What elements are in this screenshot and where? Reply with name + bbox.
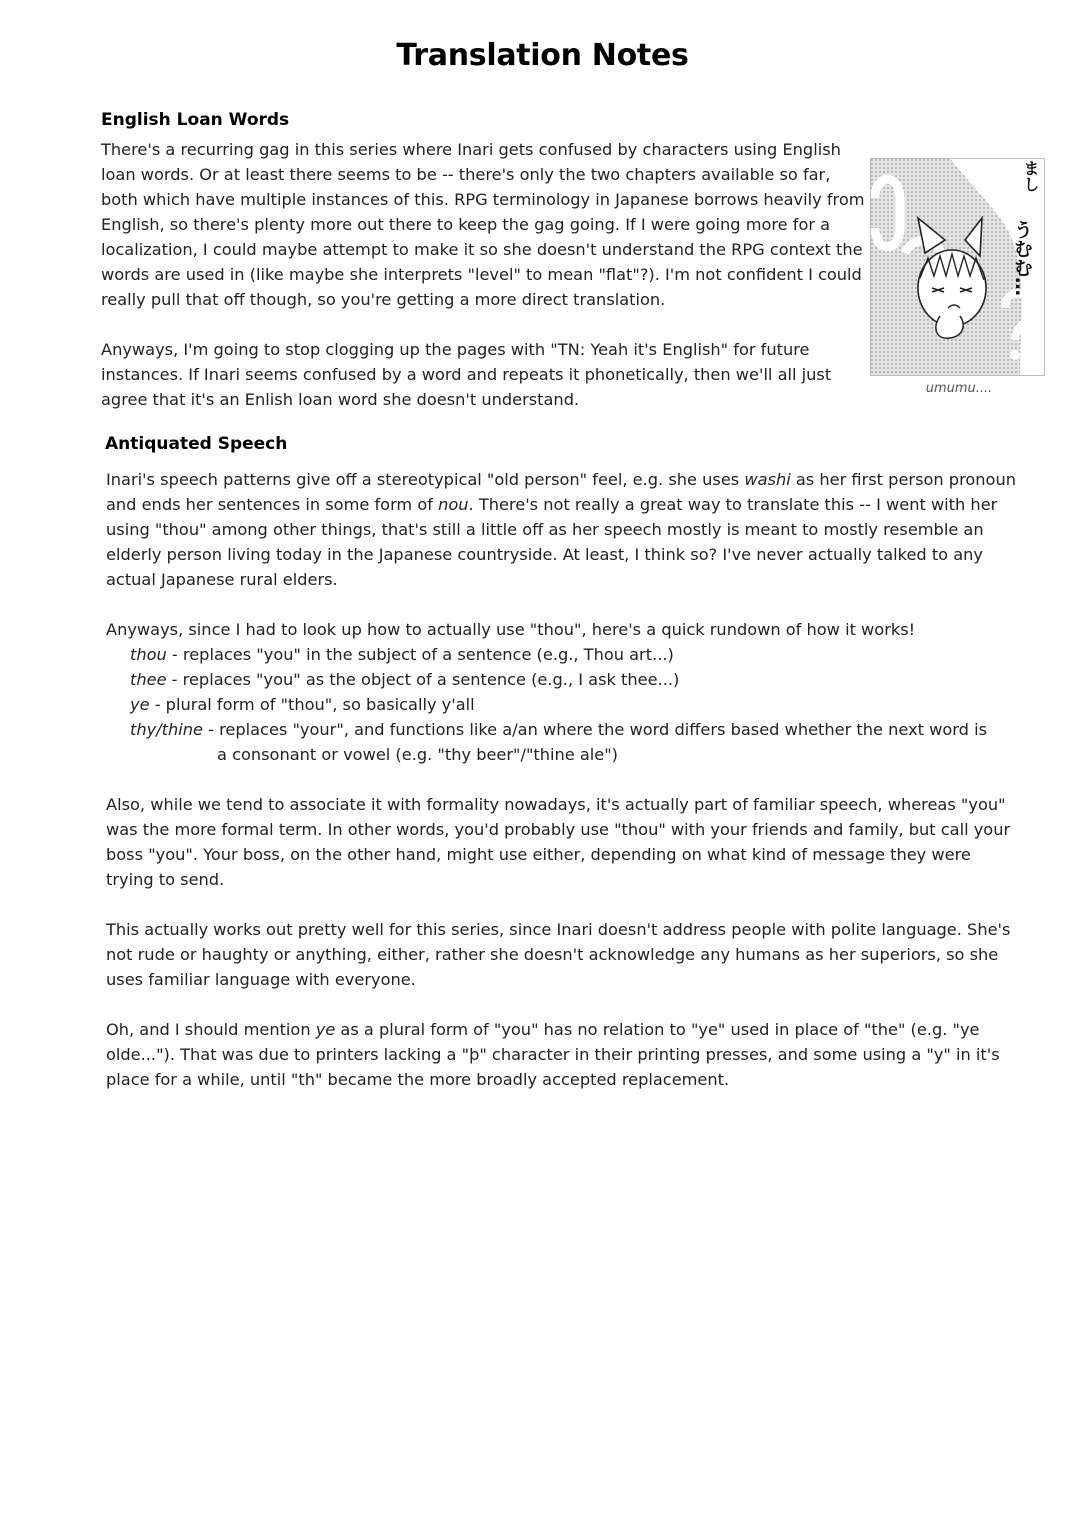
page-title: Translation Notes	[396, 38, 689, 73]
list-item: thy/thine - replaces "your", and functions like a/an where the word differs based whether the next word is	[130, 720, 988, 739]
paragraph-loan-words-1: There's a recurring gag in this series where Inari gets confused by characters using English loan words. Or at least there seems to be -- there's only the two chapters available so far, both which have multiple instances of this. RPG terminology in Japanese borrows heavily from English, so there's plenty more out there to keep the gag going. If I were going more for a localization, I could maybe attempt to make it so she doesn't understand the RPG context the words are used in (like maybe she interprets "level" to mean "flat"?). I'm not confident I could really pull that off though, so you're getting a more direct translation.	[101, 140, 865, 309]
list-item: thee - replaces "you" as the object of a sentence (e.g., I ask thee...)	[130, 670, 680, 689]
term-nou: nou	[438, 495, 469, 514]
list-item: ye - plural form of "thou", so basically y'all	[130, 695, 475, 714]
section-heading-antiquated: Antiquated Speech	[105, 434, 288, 454]
paragraph-loan-words-2: Anyways, I'm going to stop clogging up the pages with "TN: Yeah it's English" for future instances. If Inari seems confused by a word and repeats it phonetically, then we'll all just agree that it's an Enlish loan word she doesn't understand.	[101, 340, 832, 409]
list-item: thou - replaces "you" in the subject of a sentence (e.g., Thou art...)	[130, 645, 674, 664]
term-washi: washi	[744, 470, 791, 489]
section-heading-loan-words: English Loan Words	[101, 110, 290, 130]
image-caption: umumu....	[925, 381, 993, 396]
term-ye: ye	[315, 1020, 336, 1039]
paragraph-antiquated-5: Oh, and I should mention ye as a plural form of "you" has no relation to "ye" used in place of "the" (e.g. "ye olde..."). That was due to printers lacking a "þ" character in their printing presses, and some using a "y" in it's place for a while, until "th" became the more broadly accepted replacement.	[106, 1020, 1000, 1089]
paragraph-antiquated-3: Also, while we tend to associate it with formality nowadays, it's actually part of familiar speech, whereas "you" was the more formal term. In other words, you'd probably use "thou" with your friends and family, but call your boss "you". Your boss, on the other hand, might use either, depending on what kind of message they were trying to send.	[106, 795, 1011, 889]
paragraph-antiquated-1: Inari's speech patterns give off a stereotypical "old person" feel, e.g. she uses washi as her first person pronoun and ends her sentences in some form of nou. There's not really a great way to translate this -- I went with her using "thou" among other things, that's still a little off as her speech mostly is meant to mostly resemble an elderly person living today in the Japanese countryside. At least, I think so? I've never actually talked to any actual Japanese rural elders.	[106, 470, 1016, 589]
manga-sfx-main: うむむ…	[1011, 220, 1033, 296]
paragraph-antiquated-2: Anyways, since I had to look up how to actually use "thou", here's a quick rundown of how it works!	[106, 620, 916, 639]
pronoun-list	[130, 642, 1010, 767]
paragraph-antiquated-4: This actually works out pretty well for this series, since Inari doesn't address people with polite language. She's not rude or haughty or anything, either, rather she doesn't acknowledge any humans as her superiors, so she uses familiar language with everyone.	[106, 920, 1011, 989]
manga-sfx-top: まし	[1021, 160, 1040, 192]
list-item-continuation: a consonant or vowel (e.g. "thy beer"/"thine ale")	[217, 745, 618, 764]
